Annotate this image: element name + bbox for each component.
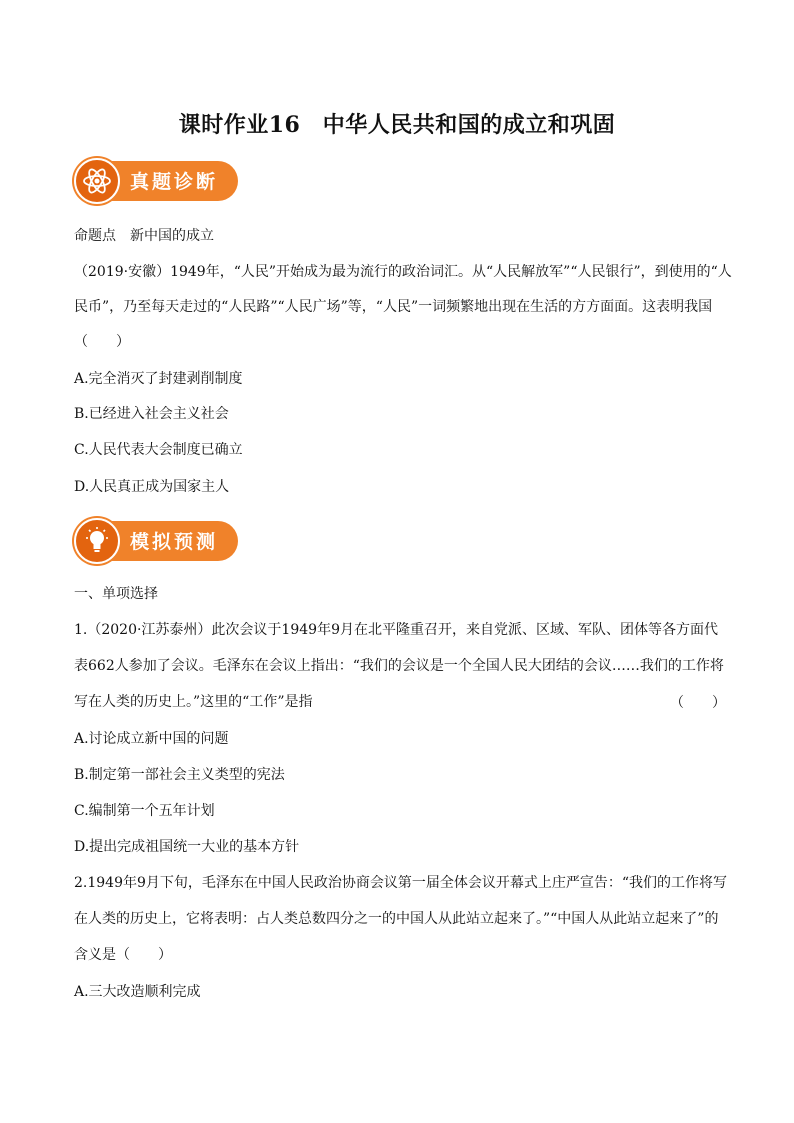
- question-text-line: （2019·安徽）1949年，“人民”开始成为最为流行的政治词汇。从“人民解放军”“人民银行”，到使用的“人: [74, 264, 732, 280]
- option-a: A.讨论成立新中国的问题: [74, 731, 229, 747]
- question-text-line: 在人类的历史上，它将表明：占人类总数四分之一的中国人从此站立起来了。”“中国人从此站立起来了”的: [74, 911, 719, 927]
- section-heading: 一、单项选择: [74, 586, 158, 602]
- question-text-line: 表662人参加了会议。毛泽东在会议上指出：“我们的会议是一个全国人民大团结的会议……我们的工作将: [74, 658, 724, 674]
- question-text-line: 民币”，乃至每天走过的“人民路”“人民广场”等，“人民”一词频繁地出现在生活的方方面面。这表明我国: [74, 299, 713, 315]
- option-c: C.人民代表大会制度已确立: [74, 442, 243, 458]
- section-banner-prediction: [74, 518, 240, 564]
- question-text-line: 1.（2020·江苏泰州）此次会议于1949年9月在北平隆重召开，来自党派、区域、军队、团体等各方面代: [74, 622, 718, 638]
- atom-icon: [82, 166, 112, 196]
- question-text-line: 含义是（ ）: [74, 947, 172, 963]
- option-b: B.已经进入社会主义社会: [74, 406, 229, 422]
- question-text-line: 写在人类的历史上。”这里的“工作”是指: [74, 694, 313, 710]
- option-c: C.编制第一个五年计划: [74, 803, 215, 819]
- topic-label: 命题点 新中国的成立: [74, 228, 214, 244]
- question-text-line: 2.1949年9月下旬，毛泽东在中国人民政治协商会议第一届全体会议开幕式上庄严宣告：“我们的工作将写: [74, 875, 728, 891]
- answer-paren: （ ）: [670, 695, 726, 711]
- option-d: D.人民真正成为国家主人: [74, 479, 230, 495]
- banner-label: 模拟预测: [130, 531, 219, 553]
- banner-label: 真题诊断: [130, 171, 219, 193]
- page-title: 课时作业16 中华人民共和国的成立和巩固: [178, 112, 616, 138]
- option-d: D.提出完成祖国统一大业的基本方针: [74, 839, 300, 855]
- option-b: B.制定第一部社会主义类型的宪法: [74, 767, 285, 783]
- option-a: A.三大改造顺利完成: [74, 984, 201, 1000]
- lightbulb-icon: [82, 526, 112, 556]
- option-a: A.完全消灭了封建剥削制度: [74, 371, 243, 387]
- answer-paren: （ ）: [74, 334, 130, 350]
- section-banner-diagnosis: [74, 158, 240, 204]
